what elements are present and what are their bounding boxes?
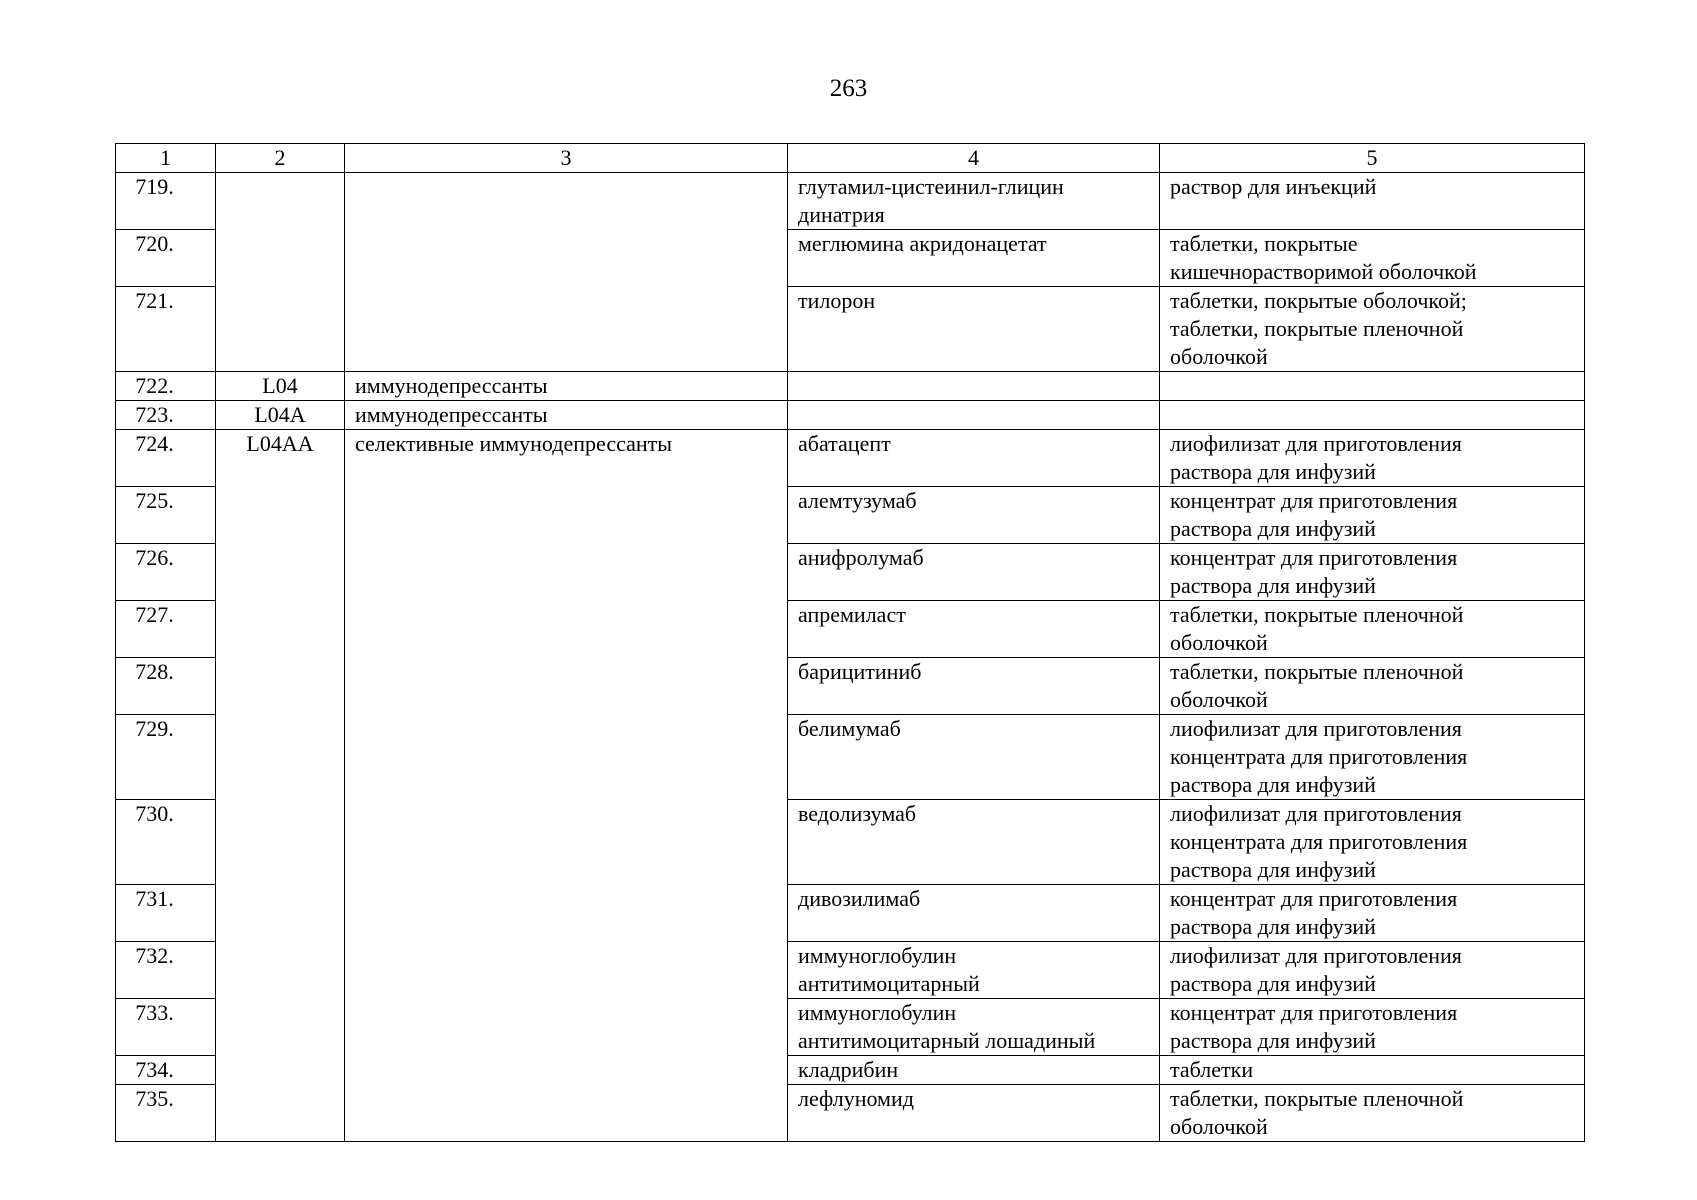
row-number: 726. <box>116 544 216 601</box>
atc-code: L04AA <box>216 430 345 1142</box>
dosage-form: раствор для инъекций <box>1160 173 1585 230</box>
drug-name: абатацепт <box>788 430 1160 487</box>
header-cell: 3 <box>345 144 788 173</box>
row-number: 720. <box>116 230 216 287</box>
drug-name: иммуноглобулин антитимоцитарный <box>788 942 1160 999</box>
dosage-form: лиофилизат для приготовления концентрата для приготовления раствора для инфузий <box>1160 800 1585 885</box>
row-number: 722. <box>116 372 216 401</box>
drug-name: глутамил-цистеинил-глицин динатрия <box>788 173 1160 230</box>
row-number: 719. <box>116 173 216 230</box>
page-number: 263 <box>829 75 868 102</box>
dosage-form: концентрат для приготовления раствора для инфузий <box>1160 487 1585 544</box>
dosage-form: таблетки <box>1160 1056 1585 1085</box>
code-cell <box>216 173 345 372</box>
header-cell: 2 <box>216 144 345 173</box>
header-cell: 5 <box>1160 144 1585 173</box>
atc-code: L04A <box>216 401 345 430</box>
row-number: 721. <box>116 287 216 372</box>
drug-name: алемтузумаб <box>788 487 1160 544</box>
dosage-form: концентрат для приготовления раствора для инфузий <box>1160 544 1585 601</box>
row-number: 729. <box>116 715 216 800</box>
table-row <box>116 401 1585 430</box>
dosage-form: таблетки, покрытые пленочной оболочкой <box>1160 1085 1585 1142</box>
row-number: 731. <box>116 885 216 942</box>
group-cell <box>345 173 788 372</box>
row-number: 734. <box>116 1056 216 1085</box>
drug-name: белимумаб <box>788 715 1160 800</box>
group-name: иммунодепрессанты <box>345 401 788 430</box>
group-name: иммунодепрессанты <box>345 372 788 401</box>
dosage-form: таблетки, покрытые пленочной оболочкой <box>1160 658 1585 715</box>
dosage-form: лиофилизат для приготовления раствора для инфузий <box>1160 430 1585 487</box>
drug-table <box>115 143 1585 1142</box>
row-number: 735. <box>116 1085 216 1142</box>
table-header-row <box>116 144 1585 173</box>
atc-code: L04 <box>216 372 345 401</box>
header-cell: 1 <box>116 144 216 173</box>
drug-name <box>788 401 1160 430</box>
dosage-form: таблетки, покрытые пленочной оболочкой <box>1160 601 1585 658</box>
drug-name: меглюмина акридонацетат <box>788 230 1160 287</box>
dosage-form <box>1160 372 1585 401</box>
dosage-form: концентрат для приготовления раствора для инфузий <box>1160 999 1585 1056</box>
group-name: селективные иммунодепрессанты <box>345 430 788 1142</box>
dosage-form: таблетки, покрытые оболочкой; таблетки, покрытые пленочной оболочкой <box>1160 287 1585 372</box>
table-row <box>116 372 1585 401</box>
drug-name: апремиласт <box>788 601 1160 658</box>
row-number: 725. <box>116 487 216 544</box>
row-number: 730. <box>116 800 216 885</box>
drug-name: иммуноглобулин антитимоцитарный лошадиный <box>788 999 1160 1056</box>
header-cell: 4 <box>788 144 1160 173</box>
dosage-form: таблетки, покрытые кишечнорастворимой оболочкой <box>1160 230 1585 287</box>
dosage-form: концентрат для приготовления раствора для инфузий <box>1160 885 1585 942</box>
row-number: 732. <box>116 942 216 999</box>
drug-name: дивозилимаб <box>788 885 1160 942</box>
row-number: 727. <box>116 601 216 658</box>
drug-name: анифролумаб <box>788 544 1160 601</box>
drug-name: тилорон <box>788 287 1160 372</box>
row-number: 728. <box>116 658 216 715</box>
drug-name <box>788 372 1160 401</box>
drug-name: ведолизумаб <box>788 800 1160 885</box>
dosage-form: лиофилизат для приготовления раствора для инфузий <box>1160 942 1585 999</box>
dosage-form <box>1160 401 1585 430</box>
drug-name: лефлуномид <box>788 1085 1160 1142</box>
row-number: 723. <box>116 401 216 430</box>
table-row <box>116 173 1585 230</box>
row-number: 724. <box>116 430 216 487</box>
row-number: 733. <box>116 999 216 1056</box>
drug-name: барицитиниб <box>788 658 1160 715</box>
table-row <box>116 430 1585 487</box>
drug-name: кладрибин <box>788 1056 1160 1085</box>
dosage-form: лиофилизат для приготовления концентрата для приготовления раствора для инфузий <box>1160 715 1585 800</box>
